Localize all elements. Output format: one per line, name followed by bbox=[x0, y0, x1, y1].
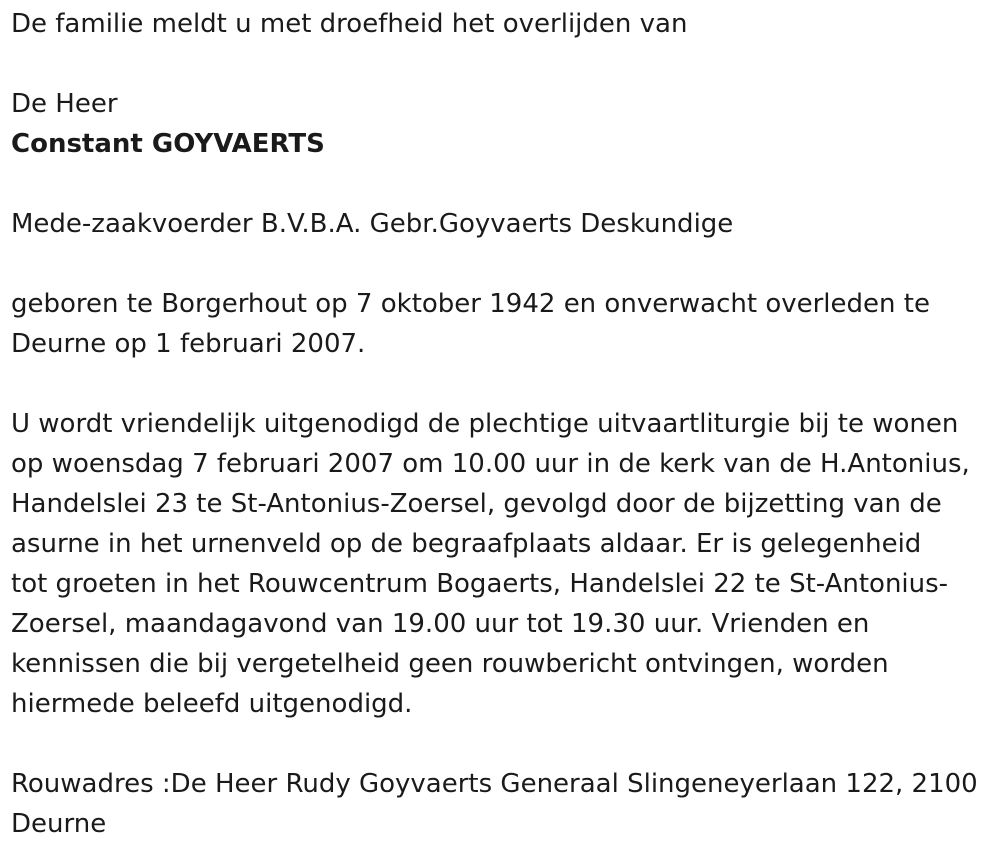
paragraph-line: op woensdag 7 februari 2007 om 10.00 uur in de kerk van de H.Antonius, bbox=[11, 449, 970, 479]
salutation: De Heer bbox=[11, 89, 118, 119]
paragraph-line: geboren te Borgerhout op 7 oktober 1942 en onverwacht overleden te bbox=[11, 289, 930, 319]
paragraph-line: hiermede beleefd uitgenodigd. bbox=[11, 689, 413, 719]
paragraph-line: asurne in het urnenveld op de begraafplaats aldaar. Er is gelegenheid bbox=[11, 529, 922, 559]
mourning-address bbox=[11, 764, 991, 844]
funeral-paragraph bbox=[11, 404, 991, 724]
spacer bbox=[11, 164, 991, 204]
spacer bbox=[11, 724, 991, 764]
spacer bbox=[11, 244, 991, 284]
spacer bbox=[11, 44, 991, 84]
death-notice bbox=[11, 4, 991, 844]
deceased-name: Constant GOYVAERTS bbox=[11, 129, 325, 159]
paragraph-line: Rouwadres :De Heer Rudy Goyvaerts Generaal Slingeneyerlaan 122, 2100 bbox=[11, 769, 978, 799]
paragraph-line: Zoersel, maandagavond van 19.00 uur tot 19.30 uur. Vrienden en bbox=[11, 609, 870, 639]
occupation: Mede-zaakvoerder B.V.B.A. Gebr.Goyvaerts Deskundige bbox=[11, 209, 734, 239]
paragraph-line: kennissen die bij vergetelheid geen rouwbericht ontvingen, worden bbox=[11, 649, 889, 679]
paragraph-line: tot groeten in het Rouwcentrum Bogaerts, Handelslei 22 te St-Antonius- bbox=[11, 569, 949, 599]
paragraph-line: Handelslei 23 te St-Antonius-Zoersel, gevolgd door de bijzetting van de bbox=[11, 489, 942, 519]
paragraph-line: U wordt vriendelijk uitgenodigd de plechtige uitvaartliturgie bij te wonen bbox=[11, 409, 959, 439]
intro-text: De familie meldt u met droefheid het overlijden van bbox=[11, 9, 688, 39]
paragraph-line: Deurne bbox=[11, 809, 107, 839]
paragraph-line: Deurne op 1 februari 2007. bbox=[11, 329, 366, 359]
birth-death-paragraph bbox=[11, 284, 991, 364]
spacer bbox=[11, 364, 991, 404]
